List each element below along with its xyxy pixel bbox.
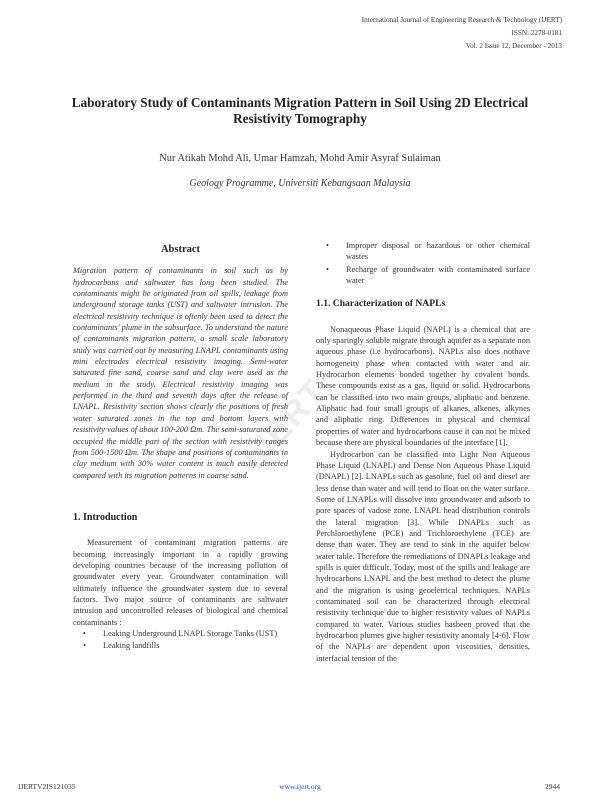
journal-name: International Journal of Engineering Research & Technology (IJERT) [361,16,562,24]
list-item: • Leaking landfills [91,640,288,651]
paper-title: Laboratory Study of Contaminants Migration Pattern in Soil Using 2D Electrical Resistivity Tomography [71,95,529,126]
intro-paragraph: Measurement of contaminant migration patterns are becoming increasingly important in a rapidly growing developing countries because of the increasing pollution of groundwater every year. Groundwater contamination will ultimately influence the groundwater system due to several factors. Two major source of contaminants are saltwater intrusion and uncontrolled releases of biological and chemical contaminants : [73,538,288,627]
page-number: 2944 [545,782,560,791]
authors: Nur Atikah Mohd Ali, Umar Hamzah, Mohd Amir Asyraf Sulaiman [159,153,441,164]
affiliation: Geology Programme, Universiti Kebangsaan Malaysia [189,178,411,189]
paper-id: IJERTV2IS121035 [18,782,76,791]
left-column [73,240,288,653]
list-item: • Leaking Underground LNAPL Storage Tanks (UST) [91,628,288,639]
right-bullet-list [316,240,530,286]
list-item: • Improper disposal or hazardous or other chemical wastes [334,240,530,263]
issn: ISSN: 2278-0181 [511,29,562,37]
website-link[interactable]: www.ijert.org [279,782,321,791]
abstract-heading: Abstract [160,244,201,255]
list-item: • Recharge of groundwater with contaminated surface water [334,264,530,287]
intro-heading: 1. Introduction [73,511,138,523]
journal-header [362,14,562,53]
right-column [316,240,530,664]
watermark: IJERT [235,371,335,477]
intro-bullet-list [73,628,288,652]
abstract-text: Migration pattern of contaminants in soil such as by hydrocarbons and saltwater has long been studied. The contaminants might be originated from oil spills, leakage from underground storage tanks (UST) and saltwater intrusion. The electrical resistivity technique is oftenly been used to detect the contaminants' plume in the subsurface. To understand the nature of contaminants migration pattern, a small scale laboratory study was carried out by measuring LNAPL contaminants using mini electrodes electrical resistivity imaging. Semi-water saturated fine sand, coarse sand and clay were used as the medium in the study. Electrical resistivity imaging was performed in the third and seventh days after the release of LNAPL. Resistivity section shows clearly the positions of fresh water saturated zones in the top and bottom layers with resistivity values of about 100-200 Ωm. The semi-saturated zone occupied the middle part of the section with resistivity ranges from 500-1500 Ωm. The shape and positions of contaminants in clay medium with 30% water content is much easily detected compared with its migration patterns in coarse sand. [73,266,288,480]
volume-issue: Vol. 2 Issue 12, December - 2013 [465,42,562,50]
napl-paragraph-1: Nonaqueous Phase Liquid (NAPL) is a chemical that are only sparingly soluble migrate through aquifer as a separate non aqueous phase (i.e hydrocarbons). NAPLs also does nothave homogeneity phase when contacted with water and air. Hydrocarbon elements bonded together by covalent bonds. These compounds exist as a gas, liquid or solid. Hydrocarbons can be classified into two main groups, aliphatic and benzene. Aliphatic had four small groups of alkanes, alkenes, alkynes and aliphatic ring. Differences in physical and chemical properties of water and hydrocarbons cause it can not be mixed because there are physical boundaries of the interface [1]. [316,324,530,448]
section-heading-napls: 1.1. Characterization of NAPLs [316,298,446,310]
napl-paragraph-2: Hydrocarbon can be classified into Light Non Aqueous Phase Liquid (LNAPL) and Dense Non Aqueous Phase Liquid (DNAPL) [2]. LNAPLs such as gasoline, fuel oil and diesel are less dense than water and will tend to float on the water surface. Some of LNAPLs will dissolve into groundwater and adsorb to pore spaces of vadose zone. LNAPL head distribution controls the lateral migration [3]. While DNAPLs such as Perchloroethylene (PCE) and Trichloroethylene (TCE) are dense than water. They are tend to sink in the aquifer below water table. Therefore the remediations of DNAPLs leakage and spills is quiet difficult. Today, most of the spills and leakage are hydrocarbons LNAPL and the best method to detect the plume and the migration is using geoeletrical techniques. NAPLs contaminated soil can be characterized through electrical resistivity technique due to higher resistivity values of NAPLs compared to water. Various studies hasbeen proved that the hydrocarbon plumes give higher resistivity anomaly [4-6]. Flow of the NAPLs are dependent upon viscosities, densities, interfacial tension of the [316,449,530,663]
